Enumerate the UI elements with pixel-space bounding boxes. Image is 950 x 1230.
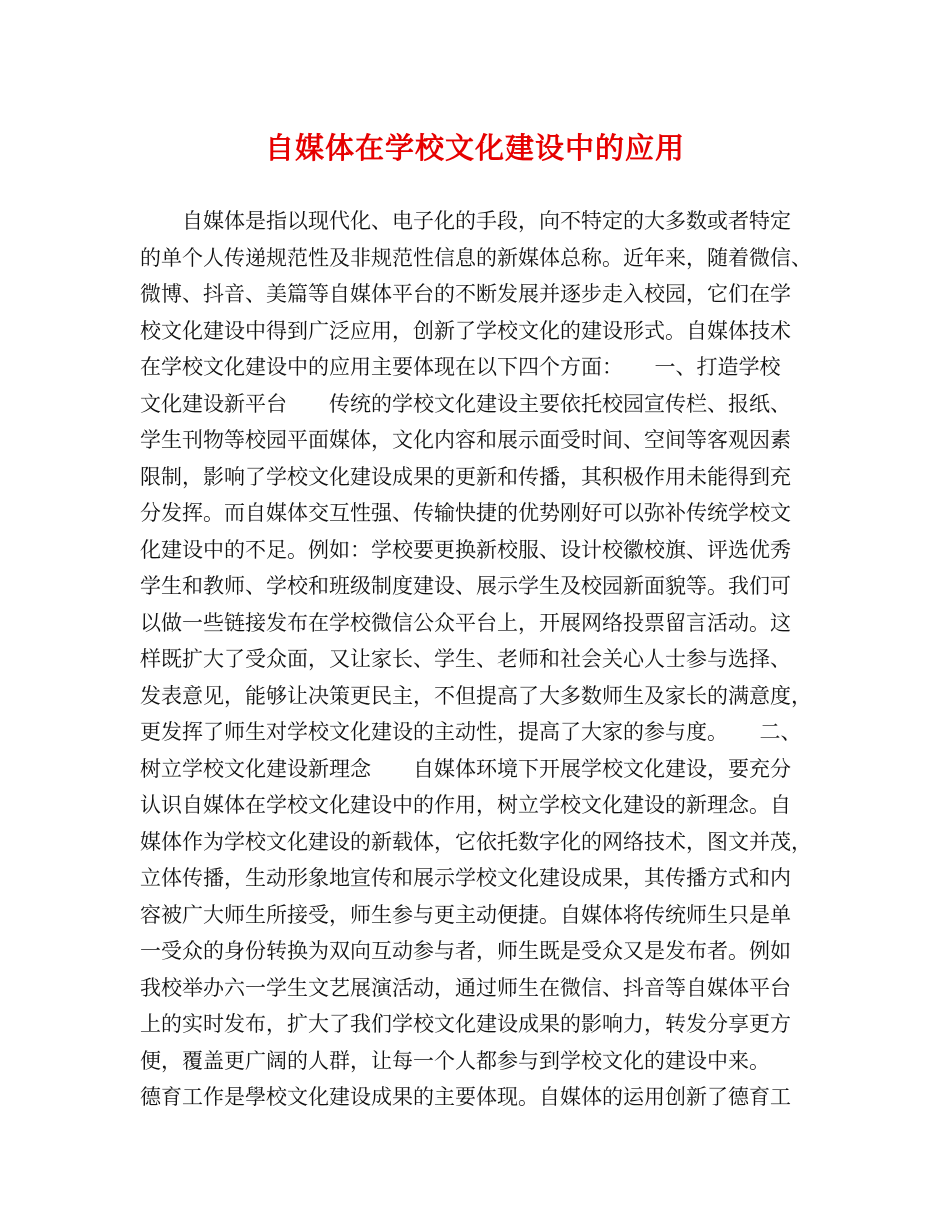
- body-line: 自媒体是指以现代化、电子化的手段，向不特定的大多数或者特定: [140, 209, 791, 233]
- body-line: 学生刊物等校园平面媒体，文化内容和展示面受时间、空间等客观因素: [140, 428, 791, 452]
- body-line: 认识自媒体在学校文化建设中的作用，树立学校文化建设的新理念。自: [140, 793, 791, 817]
- body-line: 容被广大师生所接受，师生参与更主动便捷。自媒体将传统师生只是单: [140, 902, 791, 927]
- body-line: 一受众的身份转换为双向互动参与者，师生既是受众又是发布者。例如: [140, 939, 791, 963]
- body-line: 便，覆盖更广阔的人群，让每一个人都参与到学校文化的建设中来。: [140, 1048, 770, 1073]
- body-line: 德育工作是學校文化建设成果的主要体现。自媒体的运用创新了德育工: [140, 1085, 791, 1109]
- body-line: 上的实时发布，扩大了我们学校文化建设成果的影响力，转发分享更方: [140, 1012, 791, 1036]
- body-line: 媒体作为学校文化建设的新载体，它依托数字化的网络技术，图文并茂，: [140, 829, 812, 854]
- body-line: 以做一些链接发布在学校微信公众平台上，开展网络投票留言活动。这: [140, 610, 791, 635]
- body-line: 微博、抖音、美篇等自媒体平台的不断发展并逐步走入校园，它们在学: [140, 282, 791, 306]
- document-body: [140, 203, 818, 1116]
- body-line: 限制，影响了学校文化建设成果的更新和传播，其积极作用未能得到充: [140, 464, 791, 489]
- body-line: 发表意见，能够让决策更民主，不但提高了大多数师生及家长的满意度，: [140, 683, 812, 708]
- body-line: 样既扩大了受众面，又让家长、学生、老师和社会关心人士参与选择、: [140, 647, 791, 671]
- body-line: 在学校文化建设中的应用主要体现在以下四个方面： 一、打造学校: [140, 355, 781, 379]
- body-line: 文化建设新平台 传统的学校文化建设主要依托校园宣传栏、报纸、: [140, 391, 791, 416]
- body-line: 学生和教师、学校和班级制度建设、展示学生及校园新面貌等。我们可: [140, 574, 791, 598]
- body-line: 立体传播，生动形象地宣传和展示学校文化建设成果，其传播方式和内: [140, 866, 791, 890]
- document-title: 自媒体在学校文化建设中的应用: [264, 131, 685, 165]
- body-line: 的单个人传递规范性及非规范性信息的新媒体总称。近年来，随着微信、: [140, 245, 812, 270]
- body-line: 分发挥。而自媒体交互性强、传输快捷的优势刚好可以弥补传统学校文: [140, 501, 791, 525]
- body-line: 更发挥了师生对学校文化建设的主动性，提高了大家的参与度。 二、: [140, 720, 802, 744]
- body-line: 我校举办六一学生文艺展演活动，通过师生在微信、抖音等自媒体平台: [140, 975, 791, 1000]
- body-line: 化建设中的不足。例如：学校要更换新校服、设计校徽校旗、评选优秀: [140, 537, 791, 562]
- body-line: 树立学校文化建设新理念 自媒体环境下开展学校文化建设，要充分: [140, 756, 791, 781]
- body-line: 校文化建设中得到广泛应用，创新了学校文化的建设形式。自媒体技术: [140, 318, 791, 343]
